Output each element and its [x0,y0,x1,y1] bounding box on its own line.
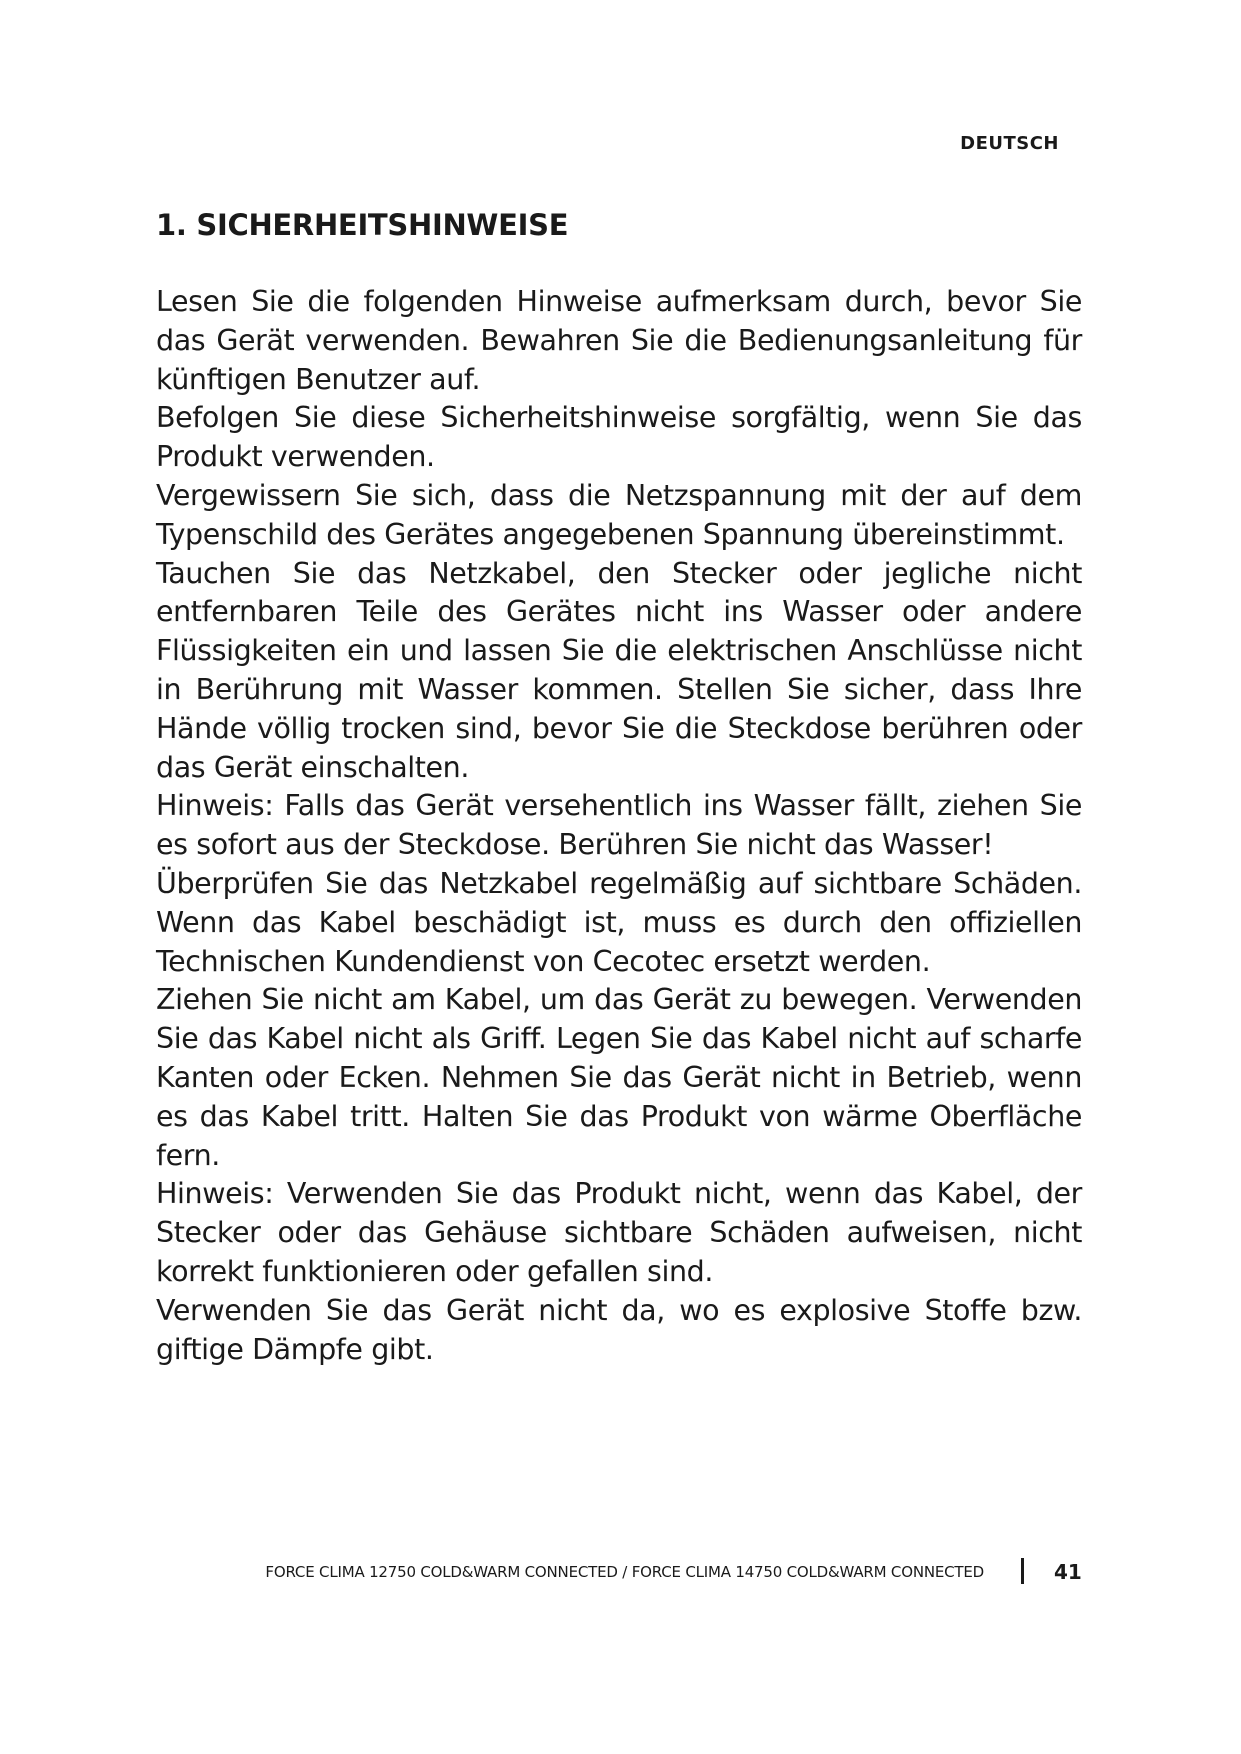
paragraph-explosive-warning: Verwenden Sie das Gerät nicht da, wo es explosive Stoffe bzw. giftige Dämpfe gibt. [156,1293,1082,1366]
paragraph-cable-check: Überprüfen Sie das Netzkabel regelmäßig auf sichtbare Schäden. Wenn das Kabel beschädigt ist, muss es durch den offiziellen Technischen Kundendienst von Cecotec ersetzt werden. [156,866,1082,978]
footer-model-name: FORCE CLIMA 12750 COLD&WARM CONNECTED / FORCE CLIMA 14750 COLD&WARM CONNECTED [265,1563,984,1581]
section-title: 1. SICHERHEITSHINWEISE [156,208,569,242]
paragraph-water-note: Hinweis: Falls das Gerät versehentlich ins Wasser fällt, ziehen Sie es sofort aus der Steckdose. Berühren Sie nicht das Wasser! [156,789,1082,862]
paragraph-read-instructions: Lesen Sie die folgenden Hinweise aufmerksam durch, bevor Sie das Gerät verwenden. Bewahren Sie die Bedienungsanleitung für künftigen Benutzer auf. [156,285,1082,396]
paragraph-cable-handling: Ziehen Sie nicht am Kabel, um das Gerät zu bewegen. Verwenden Sie das Kabel nicht als Griff. Legen Sie das Kabel nicht auf scharfe Kanten oder Ecken. Nehmen Sie das Gerät nicht in Betrieb, wenn es das Kabel tritt. Halten Sie das Produkt von wärme Oberfläche fern. [156,983,1082,1172]
paragraph-follow-instructions: Befolgen Sie diese Sicherheitshinweise sorgfältig, wenn Sie das Produkt verwenden. [156,401,1082,474]
paragraph-voltage-check: Vergewissern Sie sich, dass die Netzspannung mit der auf dem Typenschild des Gerätes angegebenen Spannung übereinstimmt. [156,478,1082,551]
language-label: DEUTSCH [960,133,1059,154]
page-footer [0,1558,1241,1588]
page-number: 41 [1054,1560,1082,1584]
footer-divider [1021,1558,1024,1584]
paragraph-damage-note: Hinweis: Verwenden Sie das Produkt nicht, wenn das Kabel, der Stecker oder das Gehäuse sichtbare Schäden aufweisen, nicht korrekt funktionieren oder gefallen sind. [156,1177,1082,1288]
paragraph-water-warning: Tauchen Sie das Netzkabel, den Stecker oder jegliche nicht entfernbaren Teile des Gerätes nicht ins Wasser oder andere Flüssigkeiten ein und lassen Sie die elektrischen Anschlüsse nicht in Berührung mit Wasser kommen. Stellen Sie sicher, dass Ihre Hände völlig trocken sind, bevor Sie die Steckdose berühren oder das Gerät einschalten. [156,556,1082,784]
safety-instructions-body [156,283,1082,1369]
